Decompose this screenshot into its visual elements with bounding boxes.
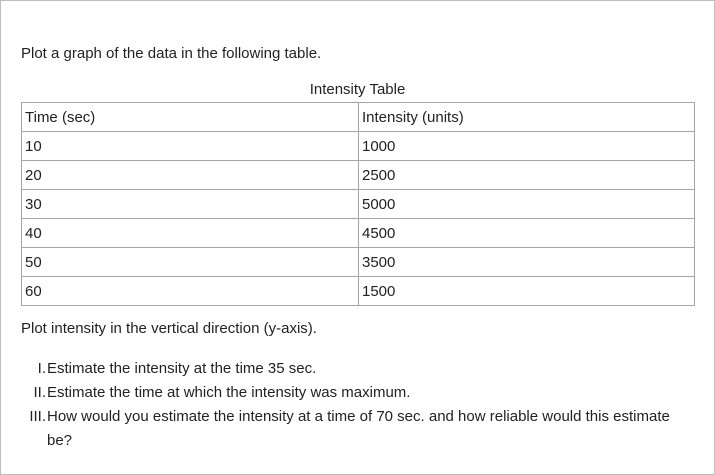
question-item [21, 357, 681, 381]
table-row [22, 248, 695, 277]
cell-time: 60 [22, 277, 359, 306]
question-number: II. [33, 384, 46, 401]
question-text: Estimate the time at which the intensity was maximum. [47, 384, 411, 401]
cell-intensity: 1000 [359, 132, 695, 161]
table-row [22, 277, 695, 306]
question-item [21, 381, 681, 405]
cell-intensity: 5000 [359, 190, 695, 219]
cell-time: 20 [22, 161, 359, 190]
intensity-table [21, 102, 695, 306]
cell-intensity: 2500 [359, 161, 695, 190]
cell-time: 40 [22, 219, 359, 248]
question-item [21, 405, 681, 453]
question-text: How would you estimate the intensity at a time of 70 sec. and how reliable would this estimate be? [47, 408, 670, 449]
question-text: Estimate the intensity at the time 35 sec. [47, 360, 317, 377]
cell-time: 50 [22, 248, 359, 277]
table-row [22, 190, 695, 219]
cell-time: 30 [22, 190, 359, 219]
cell-intensity: 3500 [359, 248, 695, 277]
table-header-row [22, 103, 695, 132]
table-caption: Intensity Table [309, 81, 406, 98]
question-number: III. [29, 408, 46, 425]
header-intensity: Intensity (units) [359, 103, 695, 132]
table-row [22, 132, 695, 161]
question-list [21, 357, 681, 453]
cell-time: 10 [22, 132, 359, 161]
instruction-text: Plot a graph of the data in the following table. [21, 45, 322, 62]
axis-note: Plot intensity in the vertical direction (y-axis). [21, 320, 317, 337]
table-row [22, 219, 695, 248]
cell-intensity: 1500 [359, 277, 695, 306]
header-time: Time (sec) [22, 103, 359, 132]
question-number: I. [37, 360, 46, 377]
cell-intensity: 4500 [359, 219, 695, 248]
table-row [22, 161, 695, 190]
